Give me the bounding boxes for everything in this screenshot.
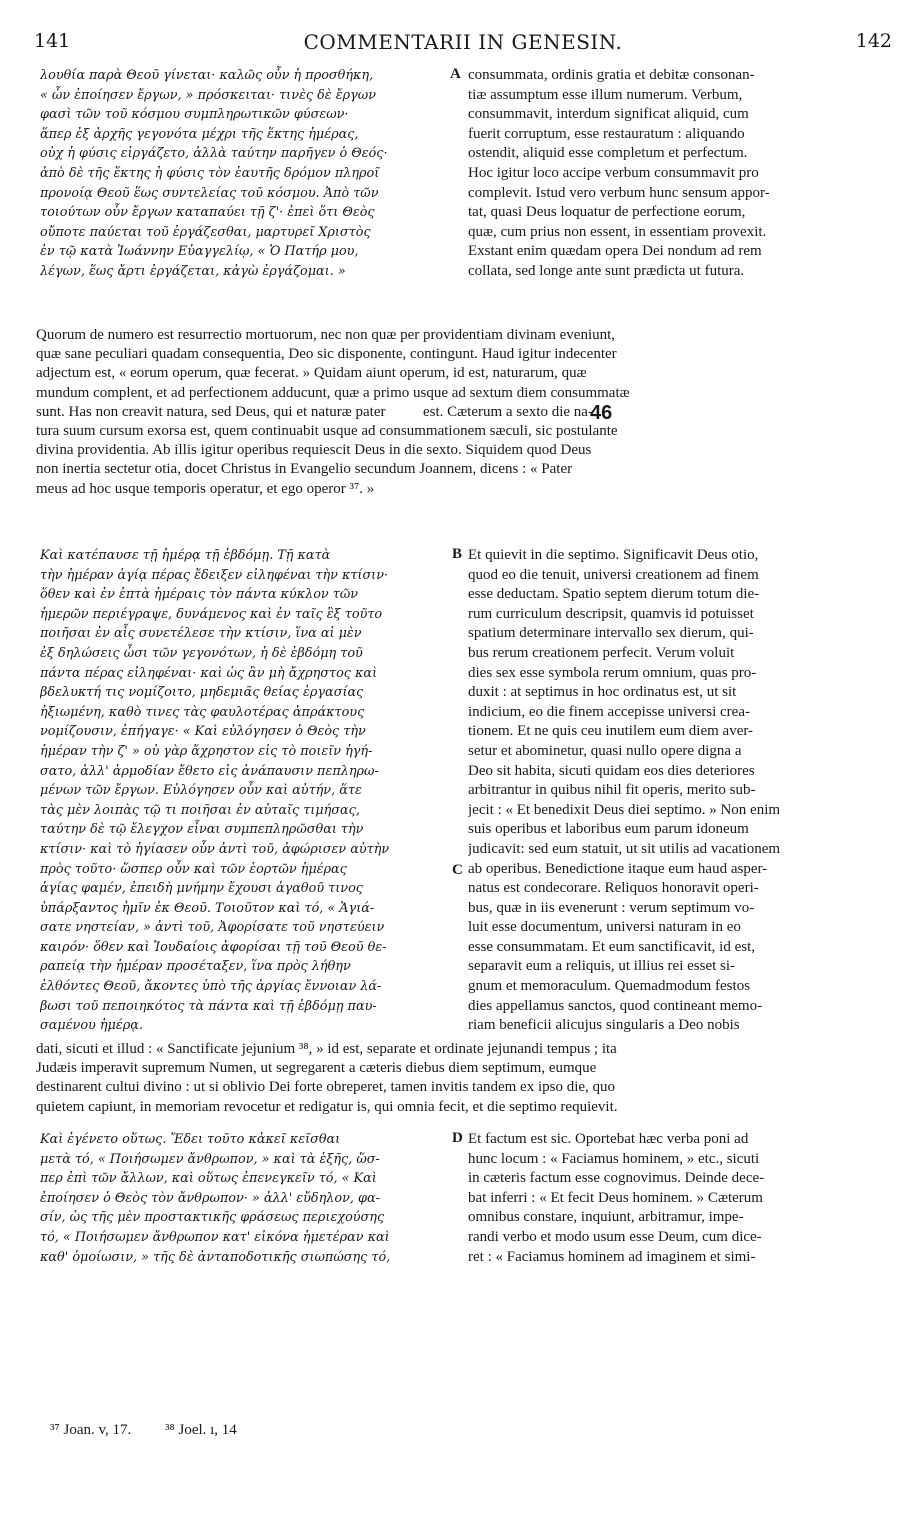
latin-column-b: Et quievit in die septimo. Significavit Deus otio, quod eo die tenuit, universi creationem ad finem esse deductam. Spatio septem dierum totum die- rum curriculum descripsit, quamvis id potuisset spatium determinare intervallo sex dierum, qui- bus rerum creationem perfecit. Verum voluit dies sex esse symbola rerum omnium, quas pro- duxit : at septimus in hoc ordinatus est, ut sit indicium, eo die finem accepisse universi crea- tionem. Et ne quis ceu inutilem eum diem aver- setur et abominetur, quasi nullo opere digna a Deo sit habita, sicuti quidam eos dies deteriores arbitrantur in quibus nihil fit operis, merito sub- jecit : « Et benedixit Deus diei septimo. » Non enim suis operibus et laboribus eum parum idoneum judicavit: sed eum statuit, ut sit utilis ad vacationem ab operibus. Benedictione itaque eum haud asper- natus est condecorare. Reliquos honoravit operi- bus, quæ in iis evenerunt : verum septimum vo- luit esse documentum, universi naturam in eo esse consummatam. Et eum sanctificavit, id est, separavit eum a reliquis, ut illius rei esset si- gnum et memoraculum. Quemadmodum festos dies appellamus sanctos, quod contineant memo- riam beneficii alicujus singularis a Deo nobis <box>468 547 781 1034</box>
running-head <box>34 30 892 60</box>
section-marker-b: B <box>452 546 463 562</box>
greek-column-b: Καὶ κατέπαυσε τῇ ἡμέρᾳ τῇ ἑβδόμῃ. Τῇ κατὰ τὴν ἡμέραν ἁγίᾳ πέρας ἔδειξεν εἰληφέναι τὴν κτίσιν· ὅθεν καὶ ἐν ἑπτὰ ἡμέραις τὸν πάντα κύκλον τῶν ἡμερῶν περιέγραψε, δυνάμενος καὶ ἐν ταῖς ἓξ τοῦτο ποιῆσαι ἐν αἷς συνετέλεσε τὴν κτίσιν, ἵνα αἱ μὲν ἐξ δηλώσεις ὦσι τῶν γεγονότων, ἡ δὲ ἑβδόμη τοῦ πάντα πέρας εἰληφέναι· καὶ ὡς ἂν μὴ ἄχρηστος καὶ βδελυκτή τις νομίζοιτο, μηδεμιᾶς θείας ἐργασίας ἠξιωμένη, καθὸ τινες τὰς φαυλοτέρας ἀπράκτους νομίζουσιν, ἐπήγαγε· « Καὶ εὐλόγησεν ὁ Θεὸς τὴν ἡμέραν τὴν ζ' » οὐ γὰρ ἄχρηστον εἰς τὸ ποιεῖν ἡγή- σατο, ἀλλ' ἁρμοδίαν ἔθετο εἰς ἀνάπαυσιν πεπληρω- μένων τῶν ἔργων. Εὐλόγησεν οὖν καὶ αὐτήν, ἅτε τὰς μὲν λοιπὰς τῷ τι ποιῆσαι ἐν αὐταῖς τιμήσας, ταύτην δὲ τῷ ἔλεγχον εἶναι συμπεπληρῶσθαι τὴν κτίσιν· καὶ τὸ ἡγίασεν οὖν ἀντὶ τοῦ, ἀφώρισεν αὐτὴν πρὸς τοῦτο· ὥσπερ οὖν καὶ τῶν ἑορτῶν ἡμέρας ἁγίας φαμέν, ἐπειδὴ μνήμην ἔχουσι ἀγαθοῦ τινος ὑπάρξαντος ἡμῖν ἐκ Θεοῦ. Τοιοῦτον καὶ τό, « Ἁγιά- σατε νηστείαν, » ἀντὶ τοῦ, Ἀφορίσατε τοῦ νηστεύειν καιρόν· ὅθεν καὶ Ἰουδαίοις ἀφορίσαι τῇ τοῦ Θεοῦ θε- ραπείᾳ τὴν ἡμέραν προσέταξεν, ἵνα πρὸς λήθην ἐλθόντες Θεοῦ, ἄκοντες ὑπὸ τῆς ἀργίας ἔννοιαν λά- βωσι τοῦ πεποιηκότος τὰ πάντα καὶ τῇ ἑβδόμῃ παυ- σαμένου ἡμέρᾳ. <box>40 548 390 1034</box>
section-marker-a: A <box>450 66 461 82</box>
latin-column-a: consummata, ordinis gratia et debitæ consonan- tiæ assumptum esse illum numerum. Verbum, consummavit, interdum significat aliquid, cum fuerit corruptum, esse restauratum : aliquando ostendit, aliquid esse completum et perfectum. Hoc igitur loco accipe verbum consummavit pro complevit. Istud vero verbum hunc sensum appor- tat, quasi Deus loquatur de perfectione eorum, quæ, cum prius non essent, in essentiam provexit. Exstant enim quædam opera Dei nondum ad rem collata, sed longe ante sunt prædicta ut futura. <box>468 67 770 279</box>
latin-fullwidth-b: dati, sicuti et illud : « Sanctificate jejunium ³⁸, » id est, separate et ordinate jejunandi tempus ; ita Judæis imperavit supremum Numen, ut segregarent a cæteris diebus diem septimum, eumque destinarent cultui divino : ut si oblivio Dei forte obreperet, tamen invitis tandem ex ipso die, quo quietem capiunt, in memoriam revocetur et redigatur is, qui omnia fecit, et die septimo requievit. <box>36 1041 618 1115</box>
page-number-right: 142 <box>855 30 892 52</box>
latin-column-d: Et factum est sic. Oportebat hæc verba poni ad hunc locum : « Faciamus hominem, » etc., sicuti in cæteris factum esse cognovimus. Deinde dece- bat inferri : « Et fecit Deus hominem. » Cæterum omnibus constare, inquiunt, arbitramur, impe- randi verbo et modo usum esse Deum, cum dice- ret : « Faciamus hominem ad imaginem et simi- <box>468 1131 765 1265</box>
section-marker-d: D <box>452 1130 463 1146</box>
page-title: COMMENTARII IN GENESIN. <box>303 30 623 54</box>
page-number-left: 141 <box>34 30 71 52</box>
footnotes <box>50 1422 267 1439</box>
latin-fullwidth-a: Quorum de numero est resurrectio mortuorum, nec non quæ per providentiam divinam eveniunt, quæ sane peculiari quadam consequentia, Deo sic disponente, contingunt. Haud igitur indecenter adjectum est, « eorum operum, quæ fecerat. » Quidam aiunt operum, id est, naturarum, quæ mundum complent, et ad perfectionem adducunt, quæ a primo usque ad sextum diem consummatæ sunt. Has non creavit natura, sed Deus, qui et naturæ pater est. Cæterum a sexto die na- tura suum cursum exorsa est, quem continuabit usque ad consummationem sæculi, sic postulante divina providentia. Ab illis igitur operibus requiescit Deus in die sexto. Siquidem quod Deus non inertia sectetur otia, docet Christus in Evangelio secundum Joannem, dicens : « Pater meus ad hoc usque temporis operatur, et ego operor ³⁷. » <box>36 327 630 497</box>
section-marker-c: C <box>452 862 463 878</box>
greek-column-a: λουθία παρὰ Θεοῦ γίνεται· καλῶς οὖν ἡ προσθήκη, « ὧν ἐποίησεν ἔργων, » πρόσκειται· τινὲς δὲ ἔργων φασὶ τῶν τοῦ κόσμου συμπληρωτικῶν φύσεων· ἅπερ ἐξ ἀρχῆς γεγονότα μέχρι τῆς ἕκτης ἡμέρας, οὐχ ἡ φύσις εἰργάζετο, ἀλλὰ ταύτην παρῆγεν ὁ Θεός· ἀπὸ δὲ τῆς ἕκτης ἡ φύσις τὸν ἑαυτῆς δρόμον πληροῖ προνοίᾳ Θεοῦ ἕως συντελείας τοῦ κόσμου. Ἀπὸ τῶν τοιούτων οὖν ἔργων καταπαύει τῇ ζ'· ἐπεὶ ὅτι Θεὸς οὔποτε παύεται τοῦ ἐργάζεσθαι, μαρτυρεῖ Χριστὸς ἐν τῷ κατὰ Ἰωάννην Εὐαγγελίῳ, « Ὁ Πατήρ μου, λέγων, ἕως ἄρτι ἐργάζεται, κἀγὼ ἐργάζομαι. » <box>40 68 388 279</box>
greek-column-d: Καὶ ἐγένετο οὕτως. Ἔδει τοῦτο κἀκεῖ κεῖσθαι μετὰ τό, « Ποιήσωμεν ἄνθρωπον, » καὶ τὰ ἑξῆς, ὥσ- περ ἐπὶ τῶν ἄλλων, καὶ οὕτως ἐπενεγκεῖν τό, « Καὶ ἐποίησεν ὁ Θεὸς τὸν ἄνθρωπον· » ἀλλ' εὔδηλον, φα- σίν, ὡς τῆς μὲν προστακτικῆς φράσεως περιεχούσης τό, « Ποιήσωμεν ἄνθρωπον κατ' εἰκόνα ἡμετέραν καὶ καθ' ὁμοίωσιν, » τῆς δὲ ἀνταποδοτικῆς σιωπώσης τό, <box>40 1132 391 1265</box>
column-number: 46 <box>590 402 613 424</box>
footnote-38: ³⁸ Joel. ı, 14 <box>165 1422 237 1438</box>
footnote-37: ³⁷ Joan. v, 17. <box>50 1422 132 1438</box>
